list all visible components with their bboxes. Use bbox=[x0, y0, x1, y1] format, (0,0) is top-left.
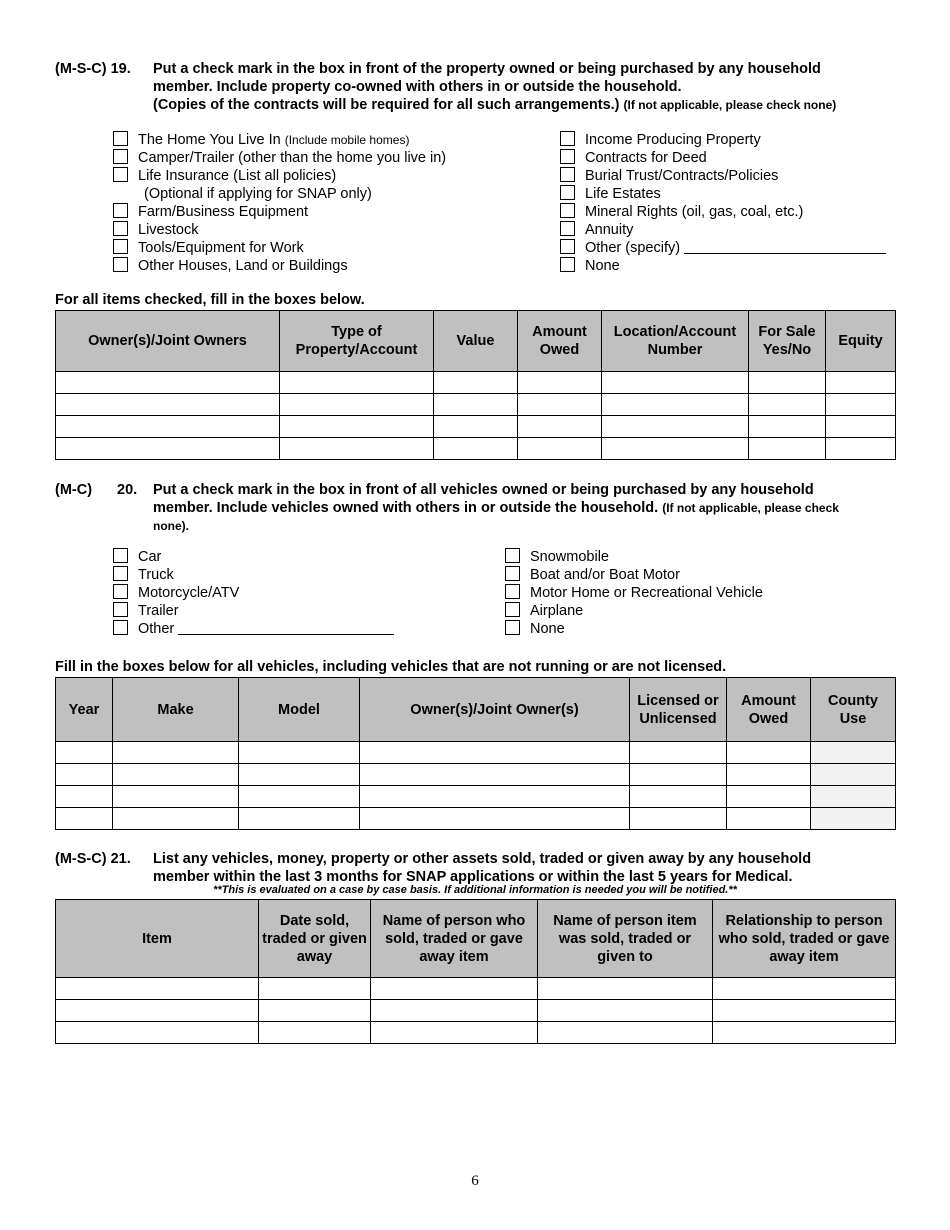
checkbox[interactable] bbox=[113, 257, 128, 272]
other-vehicle-line[interactable] bbox=[178, 620, 394, 635]
q19-option-livestock[interactable]: Livestock bbox=[113, 221, 198, 239]
checkbox[interactable] bbox=[113, 548, 128, 563]
q20-option-boat[interactable]: Boat and/or Boat Motor bbox=[505, 566, 680, 584]
q20-option-truck[interactable]: Truck bbox=[113, 566, 174, 584]
checkbox[interactable] bbox=[113, 221, 128, 236]
q21-text-line1: List any vehicles, money, property or other assets sold, traded or given away by any household bbox=[153, 851, 812, 867]
q20-option-car[interactable]: Car bbox=[113, 548, 161, 566]
q19-text-line2: member. Include property co-owned with others in or outside the household. bbox=[153, 79, 682, 95]
table-row bbox=[56, 978, 896, 1000]
q20-text-line3: none). bbox=[153, 519, 189, 533]
q19-option-mineral-rights[interactable]: Mineral Rights (oil, gas, coal, etc.) bbox=[560, 203, 803, 221]
other-specify-line[interactable] bbox=[684, 239, 886, 254]
checkbox[interactable] bbox=[113, 203, 128, 218]
col-model: Model bbox=[239, 678, 360, 742]
col-type: Type of Property/Account bbox=[280, 311, 434, 372]
q21-question bbox=[153, 850, 913, 886]
table-row bbox=[56, 742, 896, 764]
col-county-use: County Use bbox=[811, 678, 896, 742]
q19-option-none[interactable]: None bbox=[560, 257, 620, 275]
col-value: Value bbox=[434, 311, 518, 372]
checkbox[interactable] bbox=[505, 620, 520, 635]
col-recipient: Name of person item was sold, traded or given to bbox=[538, 900, 713, 978]
q19-text-line3: (Copies of the contracts will be required for all such arrangements.) (If not applicable, please check none) bbox=[153, 97, 837, 113]
checkbox[interactable] bbox=[113, 149, 128, 164]
q19-option-other-houses[interactable]: Other Houses, Land or Buildings bbox=[113, 257, 348, 275]
col-relationship: Relationship to person who sold, traded or gave away item bbox=[713, 900, 896, 978]
checkbox[interactable] bbox=[505, 566, 520, 581]
q20-question bbox=[153, 481, 913, 535]
q19-table-instruction: For all items checked, fill in the boxes below. bbox=[55, 292, 365, 308]
checkbox[interactable] bbox=[560, 221, 575, 236]
q19-option-income-property[interactable]: Income Producing Property bbox=[560, 131, 761, 149]
q19-property-table bbox=[55, 310, 896, 460]
q20-option-other[interactable]: Other bbox=[113, 620, 394, 638]
q20-text-line1: Put a check mark in the box in front of all vehicles owned or being purchased by any household bbox=[153, 482, 814, 498]
q20-table-instruction: Fill in the boxes below for all vehicles, including vehicles that are not running or are not licensed. bbox=[55, 659, 727, 675]
col-make: Make bbox=[113, 678, 239, 742]
q20-text-line2: member. Include vehicles owned with others in or outside the household. (If not applicable, please check bbox=[153, 500, 839, 516]
checkbox[interactable] bbox=[505, 584, 520, 599]
checkbox[interactable] bbox=[113, 239, 128, 254]
q19-code: (M-S-C) 19. bbox=[55, 61, 131, 77]
col-for-sale: For Sale Yes/No bbox=[749, 311, 826, 372]
table-row bbox=[56, 438, 896, 460]
q20-option-trailer[interactable]: Trailer bbox=[113, 602, 179, 620]
col-seller: Name of person who sold, traded or gave away item bbox=[371, 900, 538, 978]
q19-option-other-specify[interactable]: Other (specify) bbox=[560, 239, 886, 257]
checkbox[interactable] bbox=[113, 584, 128, 599]
q19-option-annuity[interactable]: Annuity bbox=[560, 221, 633, 239]
table-row bbox=[56, 1022, 896, 1044]
checkbox[interactable] bbox=[113, 602, 128, 617]
q19-option-home[interactable]: The Home You Live In (Include mobile homes) bbox=[113, 131, 409, 149]
checkbox[interactable] bbox=[560, 257, 575, 272]
table-row bbox=[56, 394, 896, 416]
table-row bbox=[56, 372, 896, 394]
checkbox[interactable] bbox=[560, 149, 575, 164]
q20-option-none[interactable]: None bbox=[505, 620, 565, 638]
q19-option-tools[interactable]: Tools/Equipment for Work bbox=[113, 239, 304, 257]
q19-option-contracts-deed[interactable]: Contracts for Deed bbox=[560, 149, 707, 167]
checkbox[interactable] bbox=[560, 239, 575, 254]
page-number: 6 bbox=[471, 1173, 479, 1189]
q19-text-line1: Put a check mark in the box in front of the property owned or being purchased by any household bbox=[153, 61, 821, 77]
q19-option-camper[interactable]: Camper/Trailer (other than the home you live in) bbox=[113, 149, 446, 167]
col-item: Item bbox=[56, 900, 259, 978]
checkbox[interactable] bbox=[505, 602, 520, 617]
q19-na-note: (If not applicable, please check none) bbox=[623, 98, 837, 112]
q20-option-motor-home[interactable]: Motor Home or Recreational Vehicle bbox=[505, 584, 763, 602]
q21-text-line2: member within the last 3 months for SNAP applications or within the last 5 years for Medical. bbox=[153, 869, 793, 885]
q19-life-insurance-note: (Optional if applying for SNAP only) bbox=[144, 186, 372, 202]
col-owners: Owner(s)/Joint Owner(s) bbox=[360, 678, 630, 742]
checkbox[interactable] bbox=[505, 548, 520, 563]
table-row bbox=[56, 764, 896, 786]
col-amount-owed: Amount Owed bbox=[727, 678, 811, 742]
checkbox[interactable] bbox=[113, 566, 128, 581]
checkbox[interactable] bbox=[560, 185, 575, 200]
table-row bbox=[56, 1000, 896, 1022]
q21-code: (M-S-C) 21. bbox=[55, 851, 131, 867]
col-equity: Equity bbox=[826, 311, 896, 372]
q20-code: (M-C) bbox=[55, 482, 93, 498]
q19-option-life-estates[interactable]: Life Estates bbox=[560, 185, 661, 203]
col-date: Date sold, traded or given away bbox=[259, 900, 371, 978]
col-amount-owed: Amount Owed bbox=[518, 311, 602, 372]
col-owners: Owner(s)/Joint Owners bbox=[56, 311, 280, 372]
q19-option-life-insurance[interactable]: Life Insurance (List all policies) bbox=[113, 167, 336, 185]
q20-vehicle-table bbox=[55, 677, 896, 830]
col-year: Year bbox=[56, 678, 113, 742]
col-licensed: Licensed or Unlicensed bbox=[630, 678, 727, 742]
checkbox[interactable] bbox=[113, 620, 128, 635]
col-location: Location/Account Number bbox=[602, 311, 749, 372]
q19-question bbox=[153, 60, 913, 114]
checkbox[interactable] bbox=[113, 167, 128, 182]
table-row bbox=[56, 808, 896, 830]
q20-option-motorcycle[interactable]: Motorcycle/ATV bbox=[113, 584, 239, 602]
q20-option-snowmobile[interactable]: Snowmobile bbox=[505, 548, 609, 566]
table-row bbox=[56, 416, 896, 438]
checkbox[interactable] bbox=[560, 131, 575, 146]
table-row bbox=[56, 786, 896, 808]
checkbox[interactable] bbox=[560, 203, 575, 218]
q19-option-burial[interactable]: Burial Trust/Contracts/Policies bbox=[560, 167, 778, 185]
q21-note: **This is evaluated on a case by case basis. If additional information is needed you will be notified.** bbox=[213, 884, 737, 896]
q19-option-farm[interactable]: Farm/Business Equipment bbox=[113, 203, 308, 221]
q20-option-airplane[interactable]: Airplane bbox=[505, 602, 583, 620]
checkbox[interactable] bbox=[560, 167, 575, 182]
q21-assets-table bbox=[55, 899, 896, 1044]
checkbox[interactable] bbox=[113, 131, 128, 146]
q20-number: 20. bbox=[117, 482, 138, 498]
